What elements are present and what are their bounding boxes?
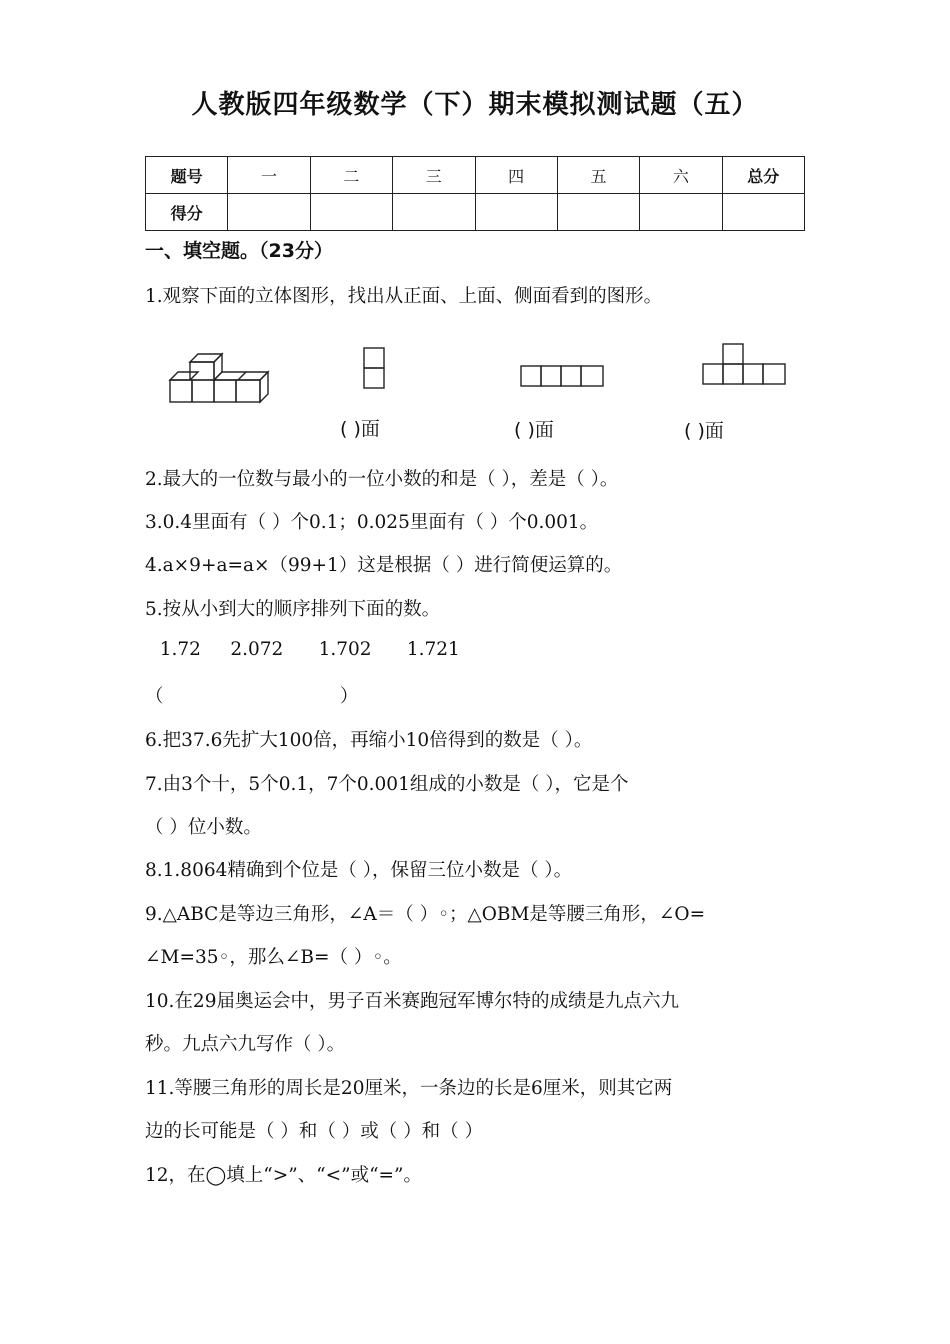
score-table-header-cell: 二 bbox=[310, 157, 392, 194]
score-cell[interactable] bbox=[475, 194, 557, 231]
score-cell[interactable] bbox=[393, 194, 475, 231]
question-7-line-2: （ ）位小数。 bbox=[145, 817, 262, 838]
question-12: 12，在◯填上“>”、“<”或“=”。 bbox=[145, 1165, 422, 1186]
question-4: 4.a×9+a=a×（99+1）这是根据（ ）进行简便运算的。 bbox=[145, 555, 623, 576]
question-3: 3.0.4里面有（ ）个0.1；0.025里面有（ ）个0.001。 bbox=[145, 512, 599, 533]
figures-row bbox=[0, 330, 950, 450]
score-cell[interactable] bbox=[722, 194, 804, 231]
score-row-label: 得分 bbox=[146, 194, 228, 231]
score-table-header-row bbox=[146, 157, 805, 194]
score-cell[interactable] bbox=[557, 194, 639, 231]
question-10-line-1: 10.在29届奥运会中，男子百米赛跑冠军博尔特的成绩是九点六九 bbox=[145, 991, 679, 1012]
score-table-header-cell: 题号 bbox=[146, 157, 228, 194]
face-label-2: ( )面 bbox=[514, 419, 554, 441]
score-table-header-cell: 总分 bbox=[722, 157, 804, 194]
score-cell[interactable] bbox=[310, 194, 392, 231]
question-1: 1.观察下面的立体图形，找出从正面、上面、侧面看到的图形。 bbox=[145, 286, 663, 307]
face-label-1: ( )面 bbox=[340, 418, 380, 440]
view-figure-vertical bbox=[362, 346, 388, 392]
question-10-line-2: 秒。九点六九写作（ ）。 bbox=[145, 1034, 346, 1055]
question-9-line-2: ∠M=35◦，那么∠B=（ ）◦。 bbox=[145, 947, 402, 968]
page-title: 人教版四年级数学（下）期末模拟测试题（五） bbox=[191, 90, 759, 120]
score-table-header-cell: 三 bbox=[393, 157, 475, 194]
face-label-3: ( )面 bbox=[684, 420, 724, 442]
score-table-header-cell: 五 bbox=[557, 157, 639, 194]
solid-figure bbox=[166, 350, 270, 408]
question-8: 8.1.8064精确到个位是（ ），保留三位小数是（ ）。 bbox=[145, 860, 573, 881]
score-table-score-row bbox=[146, 194, 805, 231]
section-heading: 一、填空题。（23分） bbox=[145, 240, 333, 262]
question-6: 6.把37.6先扩大100倍，再缩小10倍得到的数是（ ）。 bbox=[145, 730, 593, 751]
question-2: 2.最大的一位数与最小的一位小数的和是（ ），差是（ ）。 bbox=[145, 469, 619, 490]
score-table-header-cell: 四 bbox=[475, 157, 557, 194]
score-cell[interactable] bbox=[640, 194, 722, 231]
question-5-numbers: 1.72 2.072 1.702 1.721 bbox=[148, 639, 460, 660]
score-table-header-cell: 一 bbox=[228, 157, 310, 194]
score-table-header-cell: 六 bbox=[640, 157, 722, 194]
question-11-line-1: 11.等腰三角形的周长是20厘米，一条边的长是6厘米，则其它两 bbox=[145, 1078, 673, 1099]
question-11-line-2: 边的长可能是（ ）和（ ）或（ ）和（ ） bbox=[145, 1121, 484, 1142]
view-figure-stepped bbox=[701, 342, 791, 390]
view-figure-horizontal bbox=[519, 364, 609, 390]
score-table bbox=[145, 156, 805, 231]
question-7-line-1: 7.由3个十，5个0.1，7个0.001组成的小数是（ ），它是个 bbox=[145, 774, 629, 795]
question-5-answer: （ ） bbox=[145, 686, 359, 707]
score-cell[interactable] bbox=[228, 194, 310, 231]
question-9-line-1: 9.△ABC是等边三角形，∠A＝（ ）◦；△OBM是等腰三角形，∠O= bbox=[145, 904, 706, 925]
question-5: 5.按从小到大的顺序排列下面的数。 bbox=[145, 599, 441, 620]
